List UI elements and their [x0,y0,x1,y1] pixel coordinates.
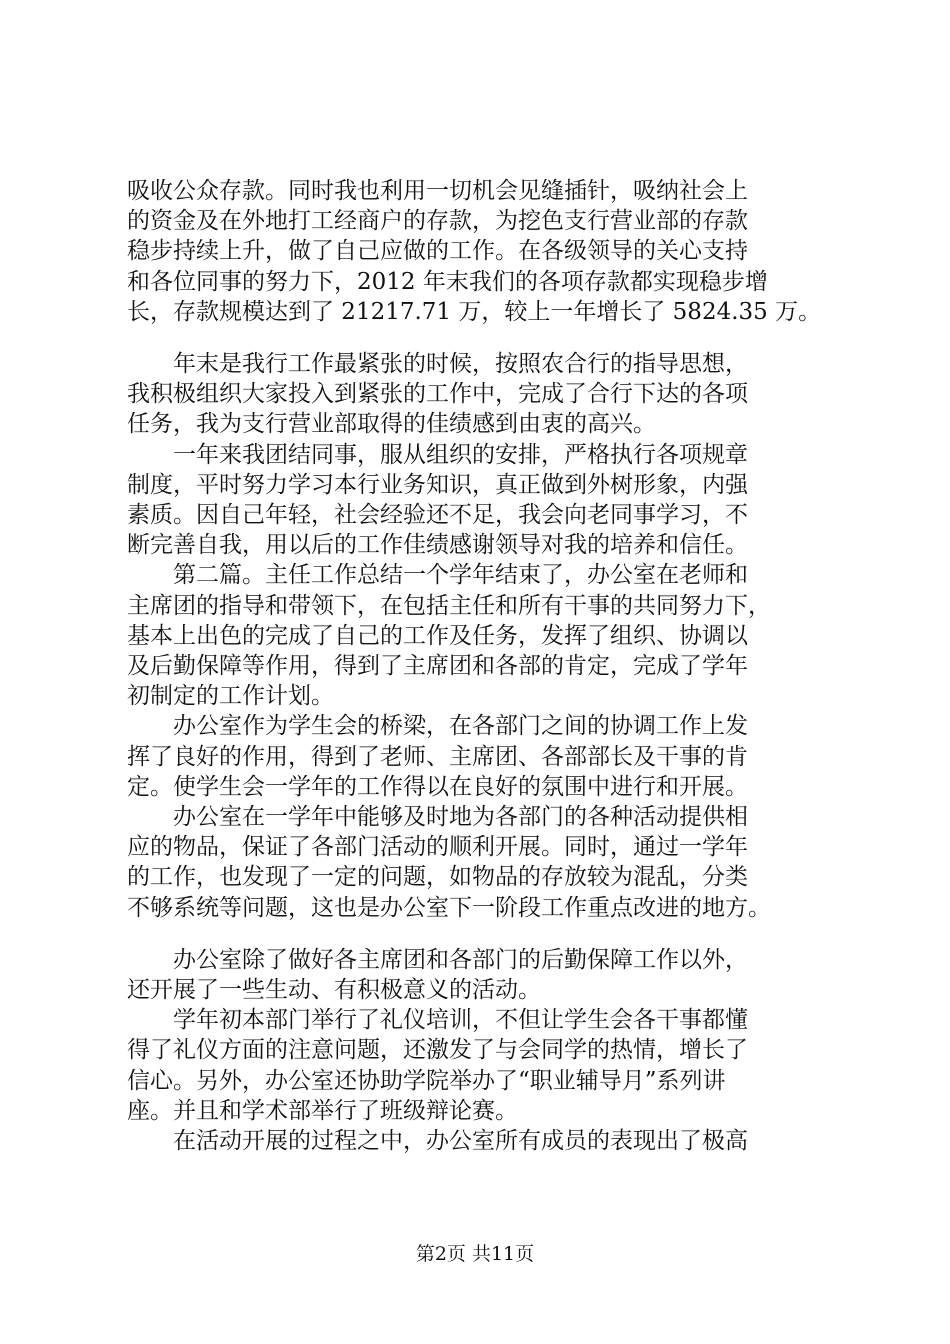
text-line: 不够系统等问题，这也是办公室下一阶段工作重点改进的地方。 [127,895,771,921]
text-line: 我积极组织大家投入到紧张的工作中，完成了合行下达的各项 [127,381,748,407]
text-line: 挥了良好的作用，得到了老师、主席团、各部部长及干事的肯 [127,744,748,770]
text-line: 的工作，也发现了一定的问题，如物品的存放较为混乱，分类 [127,864,748,890]
text-line: 在活动开展的过程之中，办公室所有成员的表现出了极高 [127,1128,748,1154]
text-line: 稳步持续上升，做了自己应做的工作。在各级领导的关心支持 [127,238,748,264]
text-line: 办公室除了做好各主席团和各部门的后勤保障工作以外， [127,947,748,973]
text-line: 学年初本部门举行了礼仪培训，不但让学生会各干事都懂 [127,1007,748,1033]
text-line: 素质。因自己年轻，社会经验还不足，我会向老同事学习，不 [127,502,748,528]
page-number-footer: 第2页 共11页 [415,1243,535,1265]
text-line: 任务，我为支行营业部取得的佳绩感到由衷的高兴。 [127,411,656,437]
text-line: 应的物品，保证了各部门活动的顺利开展。同时，通过一学年 [127,834,748,860]
text-line: 长，存款规模达到了 21217.71 万，较上一年增长了 5824.35 万。 [127,299,822,325]
text-line: 主席团的指导和带领下，在包括主任和所有干事的共同努力下， [127,593,771,619]
text-line: 年末是我行工作最紧张的时候，按照农合行的指导思想， [127,351,748,377]
text-line: 还开展了一些生动、有积极意义的活动。 [127,977,541,1003]
text-line: 信心。另外，办公室还协助学院举办了“职业辅导月”系列讲 [127,1068,726,1094]
text-line: 得了礼仪方面的注意问题，还激发了与会同学的热情，增长了 [127,1037,748,1063]
text-line: 基本上出色的完成了自己的工作及任务，发挥了组织、协调以 [127,623,748,649]
text-line: 制度，平时努力学习本行业务知识，真正做到外树形象，内强 [127,472,748,498]
text-line: 和各位同事的努力下，2012 年末我们的各项存款都实现稳步增 [127,269,768,295]
text-line: 第二篇。主任工作总结一个学年结束了，办公室在老师和 [127,562,748,588]
text-line: 一年来我团结同事，服从组织的安排，严格执行各项规章 [127,442,748,468]
text-line: 吸收公众存款。同时我也利用一切机会见缝插针，吸纳社会上 [127,178,748,204]
text-line: 初制定的工作计划。 [127,683,334,709]
text-line: 及后勤保障等作用，得到了主席团和各部的肯定，完成了学年 [127,653,748,679]
text-line: 断完善自我，用以后的工作佳绩感谢领导对我的培养和信任。 [127,532,748,558]
text-line: 办公室作为学生会的桥梁，在各部门之间的协调工作上发 [127,713,748,739]
text-line: 的资金及在外地打工经商户的存款，为挖色支行营业部的存款 [127,208,748,234]
text-line: 座。并且和学术部举行了班级辩论赛。 [127,1098,518,1124]
text-line: 定。使学生会一学年的工作得以在良好的氛围中进行和开展。 [127,774,748,800]
text-line: 办公室在一学年中能够及时地为各部门的各种活动提供相 [127,804,748,830]
